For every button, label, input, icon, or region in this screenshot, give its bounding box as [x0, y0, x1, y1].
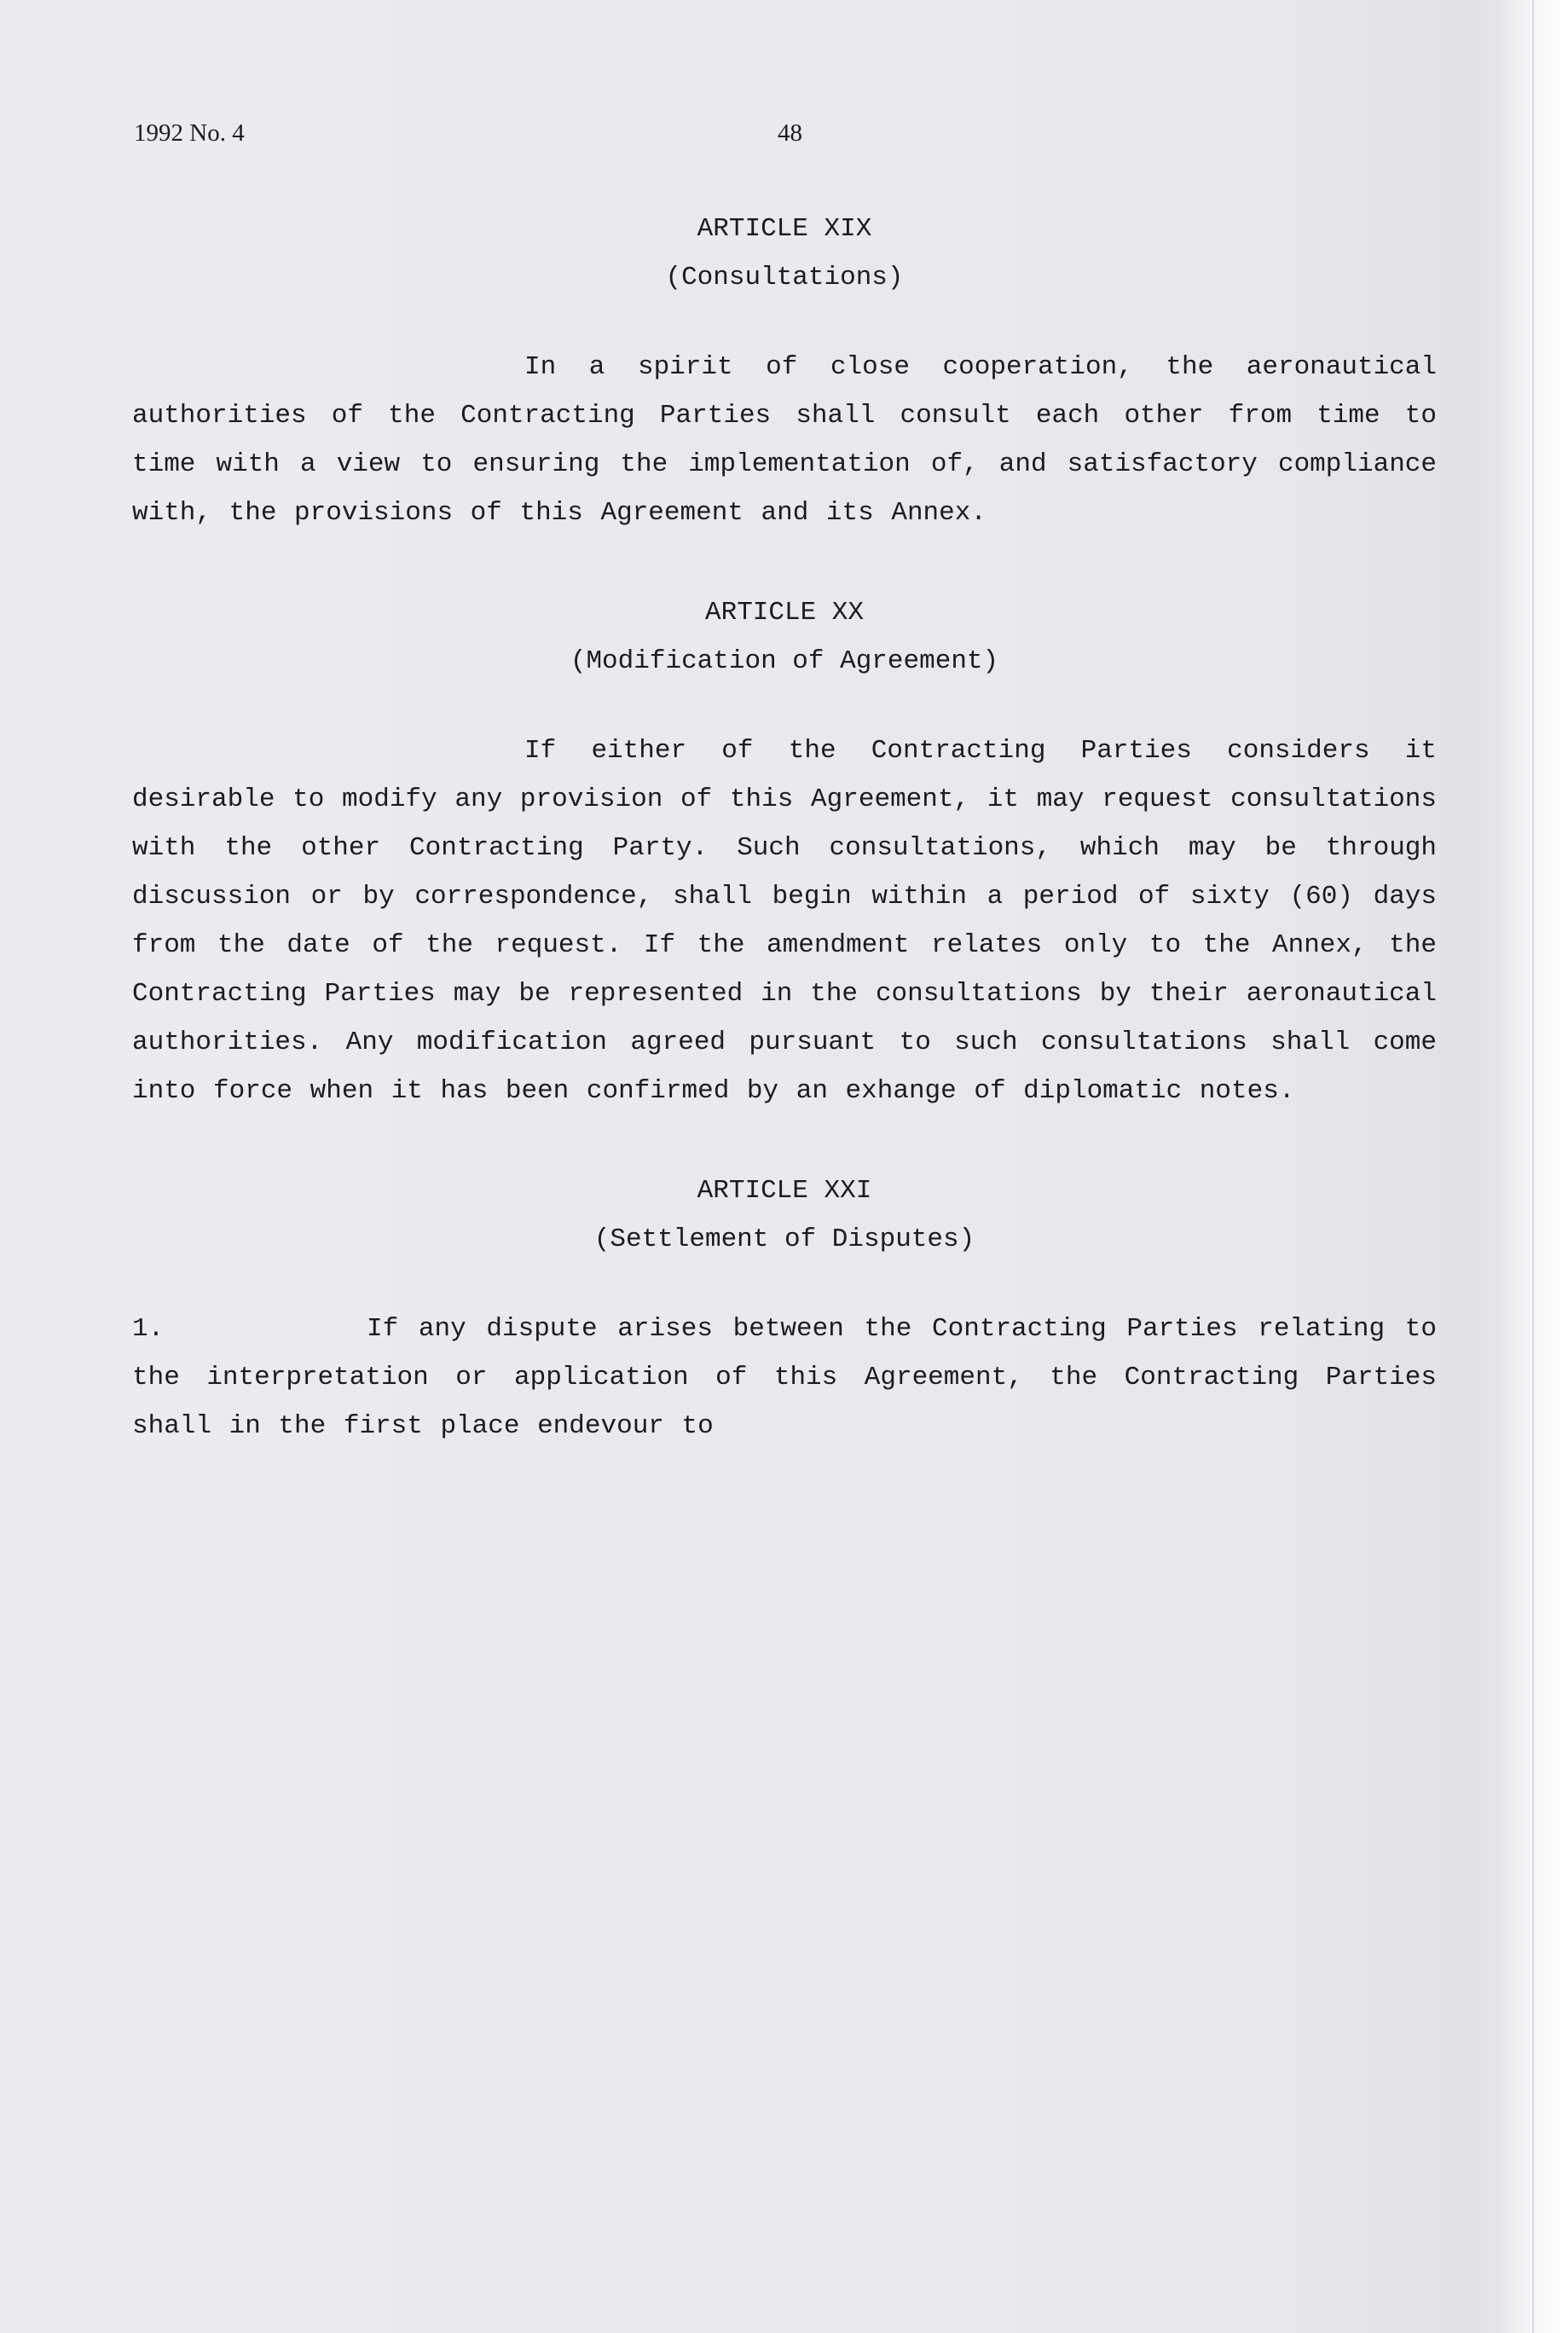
article-xx — [132, 588, 1437, 1115]
article-heading: ARTICLE XX — [704, 598, 865, 628]
paragraph-number: 1. — [132, 1314, 165, 1344]
document-body — [132, 205, 1437, 1450]
article-subheading: (Modification of Agreement) — [570, 646, 999, 676]
article-paragraph: If any dispute arises between the Contracting Parties relating to the interpretation or application of this Agreement, the Contracting Parties shall in the first place endevour to — [132, 1314, 1437, 1441]
document-identifier: 1992 No. 4 — [134, 119, 245, 147]
article-heading: ARTICLE XXI — [697, 1176, 872, 1206]
article-heading: ARTICLE XIX — [697, 214, 872, 244]
page-edge-line — [1532, 0, 1534, 2333]
article-subheading: (Settlement of Disputes) — [593, 1224, 975, 1254]
article-xxi — [132, 1166, 1437, 1450]
page-number: 48 — [778, 119, 802, 147]
page-edge-shadow — [1500, 0, 1568, 2333]
article-xix — [132, 205, 1437, 537]
article-paragraph: In a spirit of close cooperation, the aeronautical authorities of the Contracting Parties shall consult each other from time to time with a view to ensuring the implementation of, and satisfactory compliance with, the provisions of this Agreement and its Annex. — [132, 352, 1437, 528]
page-header — [134, 119, 987, 157]
article-subheading: (Consultations) — [665, 263, 904, 292]
article-paragraph-block — [132, 1305, 1437, 1450]
article-paragraph: If either of the Contracting Parties considers it desirable to modify any provision of this Agreement, it may request consultations with the other Contracting Party. Such consultations, which may be through discussion or by correspondence, shall begin within a period of sixty (60) days from the date of the request. If the amendment relates only to the Annex, the Contracting Parties may be represented in the consultations by their aeronautical authorities. Any modification agreed pursuant to such consultations shall come into force when it has been confirmed by an exhange of diplomatic notes. — [132, 736, 1437, 1106]
